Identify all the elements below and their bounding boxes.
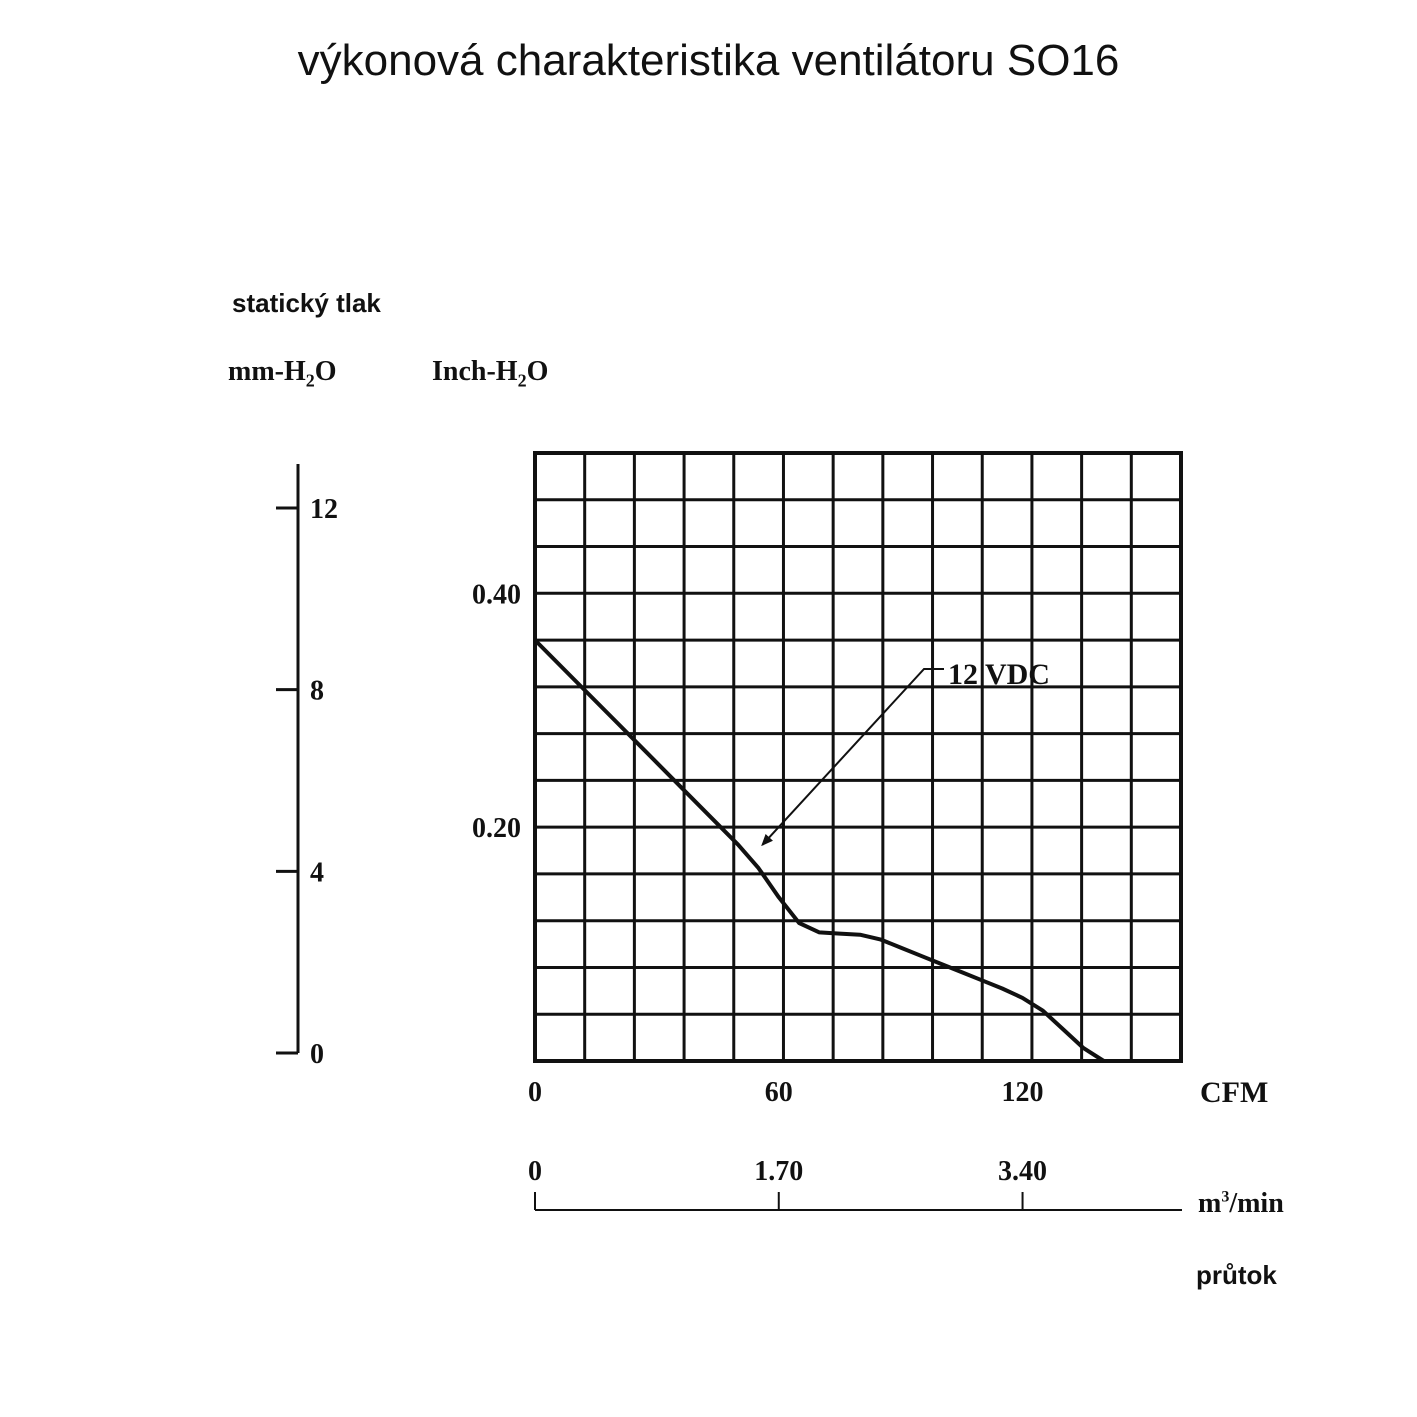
mm-tick-label: 0 (310, 1039, 324, 1070)
m3-unit-end: /min (1229, 1188, 1284, 1219)
m3-unit-main: m (1198, 1188, 1222, 1219)
series (535, 640, 1104, 1061)
m3-tick-label: 0 (528, 1156, 542, 1187)
inch-tick-label: 0.20 (472, 813, 521, 845)
inch-tick-label: 0.40 (472, 579, 521, 611)
m3-tick-label: 3.40 (998, 1156, 1048, 1187)
x-axis-title: průtok (1196, 1260, 1277, 1290)
plot-frame (535, 453, 1181, 1061)
tick-labels (310, 494, 1047, 1187)
mm-tick-label: 4 (310, 857, 324, 889)
cfm-unit-label: CFM (1200, 1076, 1269, 1109)
mm-tick-label: 12 (310, 494, 338, 525)
mm-unit-main: mm-H (228, 356, 306, 387)
mm-unit-sub: 2 (305, 370, 315, 391)
grid (535, 453, 1181, 1061)
cfm-tick-label: 0 (528, 1077, 542, 1108)
mm-unit-end: O (314, 356, 337, 387)
m3-tick-label: 1.70 (754, 1156, 804, 1187)
cfm-tick-label: 120 (1001, 1077, 1044, 1108)
cfm-tick-label: 60 (764, 1077, 793, 1108)
annotation-label: 12 VDC (948, 658, 1050, 691)
inch-unit-main: Inch-H (432, 356, 518, 387)
inch-unit-sub: 2 (517, 370, 527, 391)
y-axis-title: statický tlak (232, 288, 381, 318)
chart-title: výkonová charakteristika ventilátoru SO16 (297, 36, 1120, 85)
annotation-arrow (763, 669, 944, 845)
inch-unit-end: O (526, 356, 549, 387)
mm-tick-label: 8 (310, 675, 324, 707)
m3-unit-sup: 3 (1221, 1188, 1230, 1206)
performance-curve (535, 640, 1104, 1061)
